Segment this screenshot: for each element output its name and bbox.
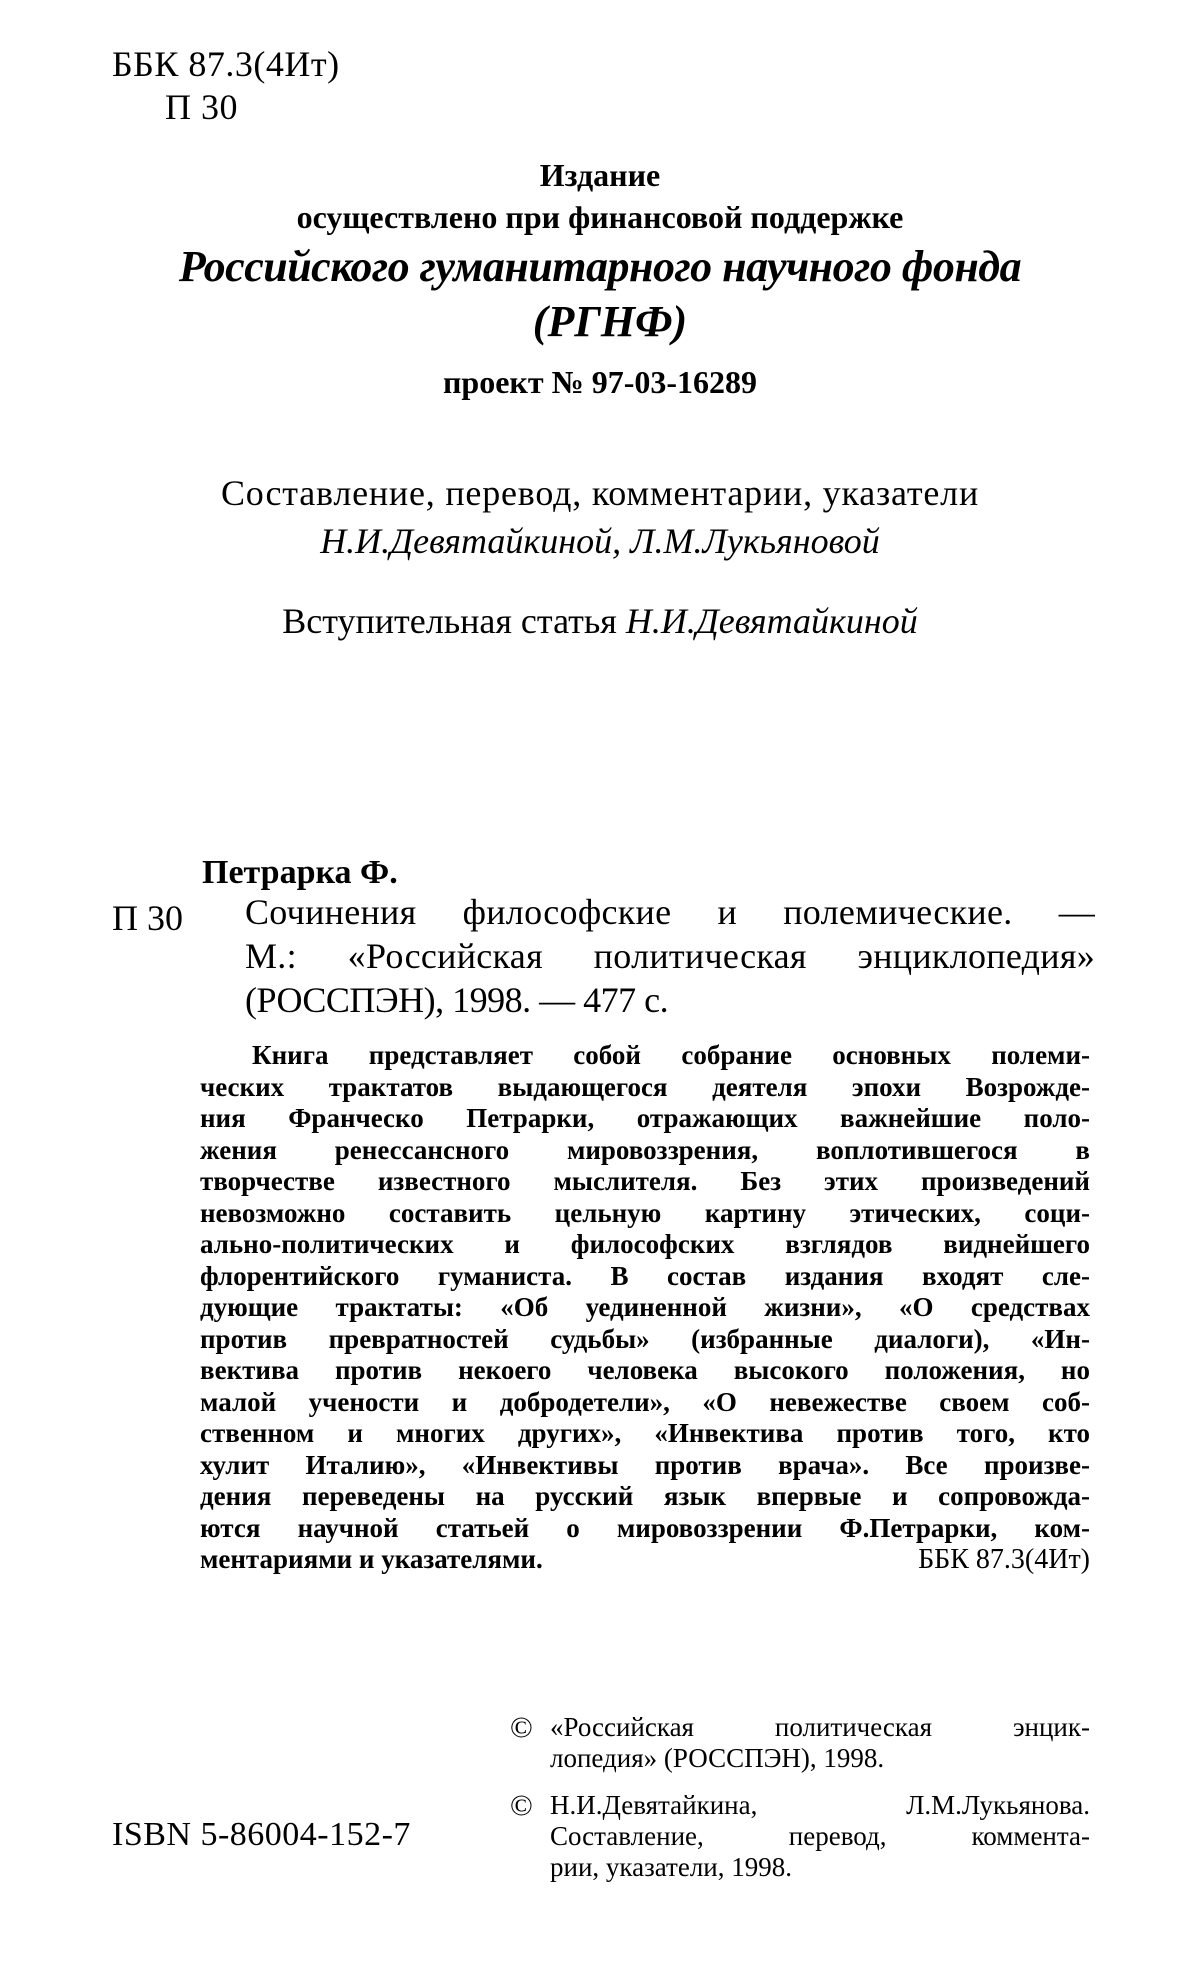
title-line: М.: «Российская политическая энциклопедия» — [245, 936, 1095, 976]
annotation-line: малой учености и добродетели», «О невежестве своем соб- — [200, 1386, 1090, 1417]
annotation-line: флорентийского гуманиста. В состав издания входят сле- — [200, 1260, 1090, 1291]
annotation-line: невозможно составить цельную картину этических, соци- — [200, 1197, 1090, 1228]
annotation — [200, 1040, 1090, 1576]
intro-author: Н.И.Девятайкиной — [625, 601, 918, 641]
annotation-line: Книга представляет собой собрание основных полеми- — [252, 1040, 1090, 1070]
bbk-code: ББК 87.3(4Ит) — [112, 44, 340, 84]
annotation-line: дения переведены на русский язык впервые и сопровожда- — [200, 1481, 1090, 1511]
index-code: П 30 — [165, 87, 238, 127]
copyright-line: Составление, перевод, коммента- — [550, 1821, 1090, 1851]
sponsor-fund-name: Российского гуманитарного научного фонда — [178, 242, 1022, 291]
annotation-line: ния Франческо Петрарки, отражающих важнейшие поло- — [200, 1103, 1090, 1133]
sponsor-heading: Издание — [539, 157, 661, 193]
credits-role: Составление, перевод, комментарии, указатели — [220, 473, 980, 513]
sponsor-project-number: проект № 97-03-16289 — [442, 364, 758, 400]
copyright-line: лопедия» (РОССПЭН), 1998. — [550, 1743, 885, 1773]
copyright-icon: © — [510, 1711, 533, 1744]
sponsor-fund-abbr: (РГНФ) — [532, 297, 688, 346]
annotation-line: ственном и многих других», «Инвектива против того, кто — [200, 1418, 1090, 1448]
annotation-line: ально-политических и философских взглядов виднейшего — [200, 1229, 1090, 1259]
copyright-line: рии, указатели, 1998. — [550, 1852, 792, 1882]
copyright-publisher — [510, 1712, 1090, 1774]
annotation-line: ческих трактатов выдающегося деятеля эпохи Возрожде- — [200, 1071, 1090, 1102]
annotation-line: ются научной статьей о мировоззрении Ф.Петрарки, ком- — [200, 1512, 1090, 1543]
credits-introduction — [0, 598, 1200, 644]
intro-label: Вступительная статья — [282, 601, 617, 641]
title-line: (РОССПЭН), 1998. — 477 с. — [245, 980, 669, 1020]
annotation-line: вектива против некоего человека высокого положения, но — [200, 1355, 1090, 1385]
catalog-title — [245, 890, 1095, 1022]
copyright-line: «Российская политическая энцик- — [550, 1712, 1090, 1742]
sponsor-support-line: осуществлено при финансовой поддержке — [296, 199, 904, 235]
catalog-index: П 30 — [112, 898, 183, 938]
annotation-line: хулит Италию», «Инвективы против врача». Все произве- — [200, 1449, 1090, 1480]
annotation-line: жения ренессансного мировоззрения, воплотившегося в — [200, 1134, 1090, 1165]
title-line: Сочинения философские и полемические. — — [245, 892, 1095, 932]
catalog-bbk-code: ББК 87.3(4Ит) — [918, 1544, 1090, 1575]
annotation-line: против превратностей судьбы» (избранные диалоги), «Ин- — [200, 1323, 1090, 1354]
annotation-line: дующие трактаты: «Об уединенной жизни», «О средствах — [200, 1292, 1090, 1322]
isbn: ISBN 5-86004-152-7 — [112, 1816, 411, 1853]
credits-compilers: Н.И.Девятайкиной, Л.М.Лукьяновой — [320, 521, 880, 561]
copyright-compilers — [510, 1790, 1090, 1883]
catalog-author: Петрарка Ф. — [202, 854, 398, 891]
annotation-line: творчестве известного мыслителя. Без этих произведений — [200, 1166, 1090, 1196]
annotation-line: ментариями и указателями. — [200, 1544, 543, 1574]
copyright-line: Н.И.Девятайкина, Л.М.Лукьянова. — [550, 1790, 1090, 1820]
copyright-icon: © — [510, 1789, 533, 1822]
